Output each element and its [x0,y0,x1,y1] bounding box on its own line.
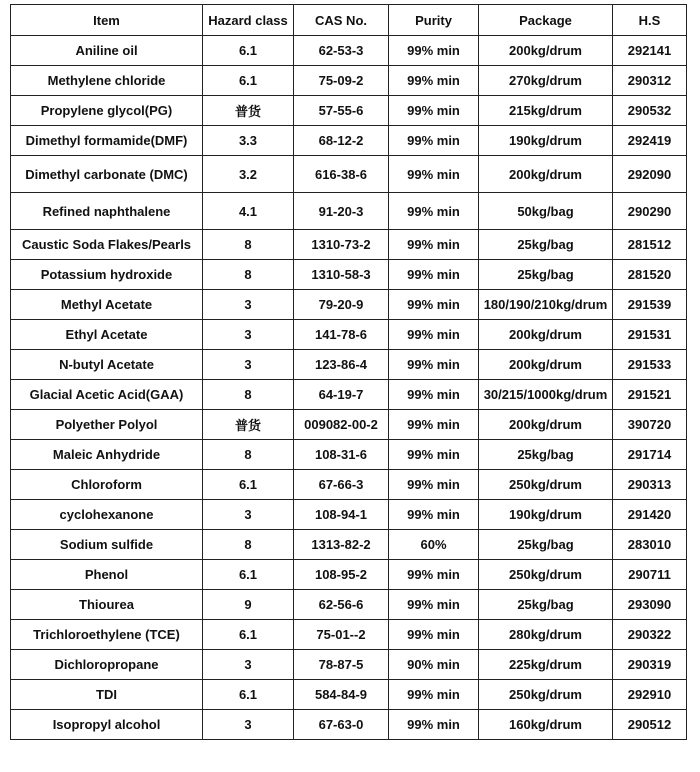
cell-purity: 60% [389,530,479,560]
cell-cas-no: 1310-73-2 [294,230,389,260]
cell-package: 25kg/bag [479,530,613,560]
cell-item: Caustic Soda Flakes/Pearls [11,230,203,260]
cell-hazard-class: 3.3 [203,126,294,156]
cell-item: Potassium hydroxide [11,260,203,290]
cell-item: Dimethyl formamide(DMF) [11,126,203,156]
cell-item: Refined naphthalene [11,193,203,230]
cell-cas-no: 62-56-6 [294,590,389,620]
table-row [11,260,687,290]
cell-package: 200kg/drum [479,410,613,440]
cell-hazard-class: 8 [203,230,294,260]
header-purity: Purity [389,5,479,36]
cell-hs-code: 290711 [613,560,687,590]
table-row [11,156,687,193]
cell-purity: 99% min [389,260,479,290]
cell-cas-no: 584-84-9 [294,680,389,710]
cell-hazard-class: 8 [203,440,294,470]
cell-hazard-class: 6.1 [203,66,294,96]
cell-cas-no: 108-31-6 [294,440,389,470]
cell-package: 25kg/bag [479,590,613,620]
cell-hs-code: 291539 [613,290,687,320]
cell-cas-no: 64-19-7 [294,380,389,410]
cell-hs-code: 290532 [613,96,687,126]
cell-hs-code: 290290 [613,193,687,230]
table-row [11,410,687,440]
cell-purity: 99% min [389,560,479,590]
cell-package: 25kg/bag [479,260,613,290]
cell-package: 160kg/drum [479,710,613,740]
cell-package: 200kg/drum [479,156,613,193]
cell-purity: 99% min [389,410,479,440]
cell-cas-no: 1313-82-2 [294,530,389,560]
table-row [11,36,687,66]
table-row [11,560,687,590]
table-row [11,320,687,350]
cell-item: Propylene glycol(PG) [11,96,203,126]
cell-hazard-class: 3 [203,350,294,380]
cell-hs-code: 291521 [613,380,687,410]
cell-hazard-class: 8 [203,380,294,410]
header-item: Item [11,5,203,36]
cell-item: Thiourea [11,590,203,620]
cell-package: 200kg/drum [479,320,613,350]
cell-package: 250kg/drum [479,470,613,500]
header-cas-no: CAS No. [294,5,389,36]
header-package: Package [479,5,613,36]
table-row [11,620,687,650]
table-row [11,290,687,320]
cell-cas-no: 1310-58-3 [294,260,389,290]
cell-item: cyclohexanone [11,500,203,530]
header-hs-code: H.S [613,5,687,36]
cell-hazard-class: 6.1 [203,470,294,500]
cell-purity: 90% min [389,650,479,680]
cell-cas-no: 123-86-4 [294,350,389,380]
cell-cas-no: 67-63-0 [294,710,389,740]
cell-purity: 99% min [389,156,479,193]
cell-hazard-class: 8 [203,530,294,560]
cell-purity: 99% min [389,193,479,230]
cell-hazard-class: 普货 [203,410,294,440]
cell-hazard-class: 6.1 [203,36,294,66]
cell-hs-code: 290319 [613,650,687,680]
cell-item: Dimethyl carbonate (DMC) [11,156,203,193]
table-row [11,590,687,620]
cell-purity: 99% min [389,126,479,156]
table-row [11,66,687,96]
cell-package: 190kg/drum [479,126,613,156]
cell-hs-code: 290322 [613,620,687,650]
cell-cas-no: 68-12-2 [294,126,389,156]
cell-item: Methyl Acetate [11,290,203,320]
cell-cas-no: 91-20-3 [294,193,389,230]
cell-item: Methylene chloride [11,66,203,96]
cell-cas-no: 009082-00-2 [294,410,389,440]
cell-item: Dichloropropane [11,650,203,680]
cell-purity: 99% min [389,320,479,350]
table-row [11,500,687,530]
table-row [11,680,687,710]
table-row [11,530,687,560]
cell-hazard-class: 3.2 [203,156,294,193]
cell-item: Glacial Acetic Acid(GAA) [11,380,203,410]
cell-purity: 99% min [389,66,479,96]
cell-cas-no: 616-38-6 [294,156,389,193]
cell-item: Aniline oil [11,36,203,66]
cell-hs-code: 290312 [613,66,687,96]
cell-package: 270kg/drum [479,66,613,96]
cell-purity: 99% min [389,440,479,470]
cell-package: 190kg/drum [479,500,613,530]
cell-hs-code: 292141 [613,36,687,66]
cell-hazard-class: 3 [203,320,294,350]
cell-item: Chloroform [11,470,203,500]
cell-hs-code: 281520 [613,260,687,290]
cell-hs-code: 291714 [613,440,687,470]
cell-hs-code: 293090 [613,590,687,620]
cell-hazard-class: 9 [203,590,294,620]
table-row [11,650,687,680]
cell-purity: 99% min [389,96,479,126]
cell-purity: 99% min [389,36,479,66]
cell-item: Polyether Polyol [11,410,203,440]
cell-purity: 99% min [389,470,479,500]
cell-package: 50kg/bag [479,193,613,230]
cell-hs-code: 292910 [613,680,687,710]
table-row [11,440,687,470]
cell-package: 30/215/1000kg/drum [479,380,613,410]
cell-item: Maleic Anhydride [11,440,203,470]
cell-purity: 99% min [389,620,479,650]
cell-package: 215kg/drum [479,96,613,126]
cell-hazard-class: 普货 [203,96,294,126]
cell-hazard-class: 6.1 [203,560,294,590]
header-hazard-class: Hazard class [203,5,294,36]
cell-package: 25kg/bag [479,440,613,470]
cell-hs-code: 281512 [613,230,687,260]
cell-hazard-class: 3 [203,710,294,740]
cell-item: Ethyl Acetate [11,320,203,350]
cell-item: Phenol [11,560,203,590]
table-row [11,193,687,230]
cell-hs-code: 283010 [613,530,687,560]
table-row [11,710,687,740]
table-row [11,126,687,156]
cell-item: N-butyl Acetate [11,350,203,380]
cell-purity: 99% min [389,290,479,320]
cell-package: 280kg/drum [479,620,613,650]
cell-purity: 99% min [389,380,479,410]
cell-item: Sodium sulfide [11,530,203,560]
cell-package: 225kg/drum [479,650,613,680]
cell-package: 250kg/drum [479,560,613,590]
cell-item: Trichloroethylene (TCE) [11,620,203,650]
cell-purity: 99% min [389,350,479,380]
cell-purity: 99% min [389,590,479,620]
cell-item: TDI [11,680,203,710]
cell-package: 25kg/bag [479,230,613,260]
cell-cas-no: 57-55-6 [294,96,389,126]
cell-hazard-class: 3 [203,290,294,320]
table-row [11,380,687,410]
cell-hs-code: 292419 [613,126,687,156]
cell-hs-code: 290512 [613,710,687,740]
table-row [11,96,687,126]
table-row [11,470,687,500]
cell-hs-code: 290313 [613,470,687,500]
cell-hazard-class: 8 [203,260,294,290]
chemical-products-table [10,4,687,740]
cell-purity: 99% min [389,230,479,260]
cell-purity: 99% min [389,710,479,740]
cell-cas-no: 141-78-6 [294,320,389,350]
cell-purity: 99% min [389,500,479,530]
cell-cas-no: 108-94-1 [294,500,389,530]
cell-purity: 99% min [389,680,479,710]
cell-hazard-class: 4.1 [203,193,294,230]
cell-cas-no: 67-66-3 [294,470,389,500]
cell-hazard-class: 3 [203,500,294,530]
cell-hs-code: 291533 [613,350,687,380]
cell-cas-no: 78-87-5 [294,650,389,680]
cell-cas-no: 108-95-2 [294,560,389,590]
cell-hs-code: 291531 [613,320,687,350]
cell-item: Isopropyl alcohol [11,710,203,740]
cell-cas-no: 79-20-9 [294,290,389,320]
cell-package: 200kg/drum [479,36,613,66]
cell-hs-code: 390720 [613,410,687,440]
cell-cas-no: 62-53-3 [294,36,389,66]
cell-hazard-class: 3 [203,650,294,680]
cell-hs-code: 292090 [613,156,687,193]
cell-hazard-class: 6.1 [203,680,294,710]
table-row [11,230,687,260]
cell-hazard-class: 6.1 [203,620,294,650]
cell-hs-code: 291420 [613,500,687,530]
cell-package: 180/190/210kg/drum [479,290,613,320]
table-row [11,350,687,380]
cell-package: 200kg/drum [479,350,613,380]
cell-cas-no: 75-01--2 [294,620,389,650]
cell-package: 250kg/drum [479,680,613,710]
cell-cas-no: 75-09-2 [294,66,389,96]
header-row [11,5,687,36]
